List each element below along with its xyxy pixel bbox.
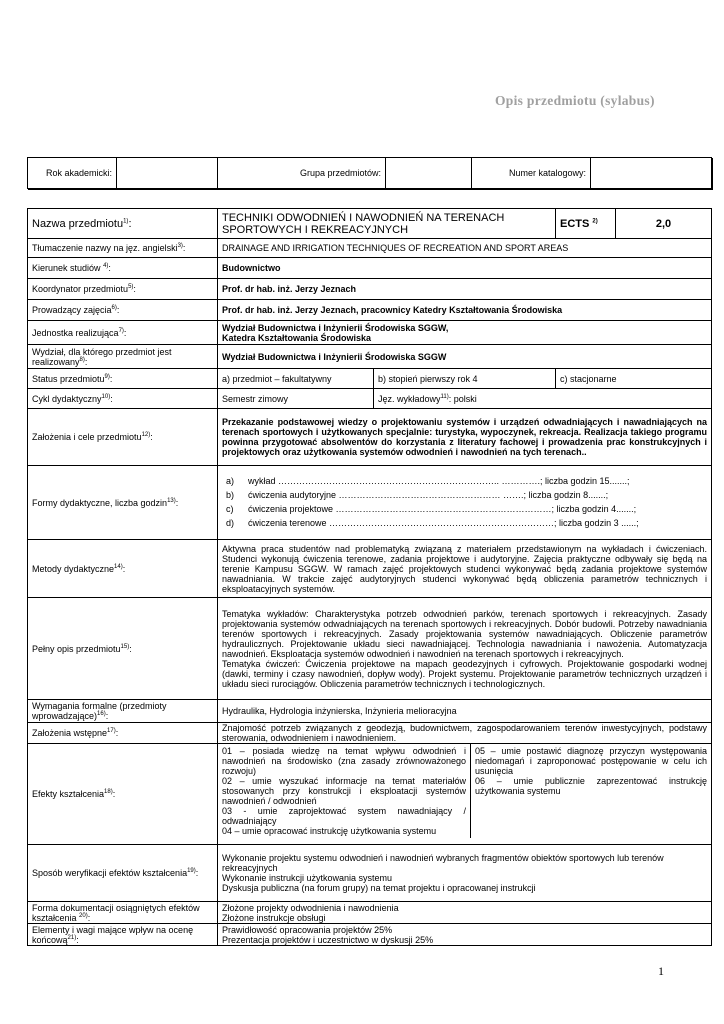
coordinator-label: Koordynator przedmiotu$^{5)}$: bbox=[28, 279, 218, 300]
prerequisites-label: Założenia wstępne$^{17)}$: bbox=[28, 723, 218, 744]
lecturer-value: Prof. dr hab. inż. Jerzy Jeznach, pracownicy Katedry Kształtowania Środowiska bbox=[218, 300, 712, 321]
forms-item-lecture: a) wykład ……………………………………………………………….. ………….; liczba godzin 15.......; bbox=[226, 476, 630, 486]
group-value[interactable] bbox=[386, 158, 472, 189]
forms-list bbox=[218, 466, 712, 540]
forms-item-auditory: b) ćwiczenia audytoryjne ……………………………………………… …….; liczba godzin 8.......; bbox=[226, 490, 609, 500]
faculty-label: Wydział, dla którego przedmiot jest realizowany$^{8)}$: bbox=[28, 345, 218, 369]
document-title: Opis przedmiotu (sylabus) bbox=[495, 93, 655, 108]
weights-label: Elementy i wagi mające wpływ na ocenę końcową$^{21)}$: bbox=[28, 924, 218, 946]
syllabus-table bbox=[27, 208, 712, 946]
translation-label: Tłumaczenie nazwy na jęz. angielski$^{3)}$: bbox=[28, 239, 218, 258]
goals-value: Przekazanie podstawowej wiedzy o projektowaniu systemów i urządzeń odwadniających i nawadniających na terenach sportowych i użytkowanych specjalnie: turystyka, wypoczynek, rekreacja. Realizacja takiego programu powinna przygotować absolwentów do korzystania z literatury fachowej i prowadzenia prac konstrukcyjnych i projektowych oraz użytkowania systemów odwodnień i nawodnień na tych terenach.. bbox=[218, 409, 712, 466]
requirements-label: Wymagania formalne (przedmioty wprowadzające)$^{16)}$: bbox=[28, 700, 218, 723]
ects-value: 2,0 bbox=[616, 209, 712, 239]
content-label: Pełny opis przedmiotu$^{15)}$: bbox=[28, 598, 218, 700]
status-a: a) przedmiot – fakultatywny bbox=[218, 369, 374, 389]
goals-label: Założenia i cele przedmiotu$^{12)}$: bbox=[28, 409, 218, 466]
methods-value: Aktywna praca studentów nad problematyką związaną z materiałem przedstawionym na wykładach i ćwiczeniach. Studenci wykonują ćwiczenia terenowe, zadania projektowe i audytoryjne. Zajęcia praktyczne odbywały się będą na terenie Kampusu SGGW. W ramach zajęć projektowych studenci wykonywać będą zadania projektowe systemów nawadniania. W trakcie zajęć audytoryjnych studenci wykonywać będą obliczenia parametrów technicznych i eksploatacyjnych systemów. bbox=[218, 540, 712, 598]
unit-label: Jednostka realizująca$^{7)}$: bbox=[28, 321, 218, 345]
outcomes-right: 05 – umie postawić diagnozę przyczyn występowania niedomagań i zaproponować postępowanie w celu ich usunięcia 06 – umie publicznie zaprezentować instrukcję użytkowania systemu bbox=[470, 744, 711, 838]
verification-label: Sposób weryfikacji efektów kształcenia$^{19)}$: bbox=[28, 845, 218, 902]
status-b: b) stopień pierwszy rok 4 bbox=[374, 369, 556, 389]
forms-label: Formy dydaktyczne, liczba godzin$^{13)}$: bbox=[28, 466, 218, 540]
ects-label: ECTS $^{2)}$ bbox=[556, 209, 616, 239]
methods-label: Metody dydaktyczne$^{14)}$: bbox=[28, 540, 218, 598]
course-name-value: TECHNIKI ODWODNIEŃ I NAWODNIEŃ NA TERENACH SPORTOWYCH I REKREACYJNYCH bbox=[218, 209, 556, 239]
unit-value: Wydział Budownictwa i Inżynierii Środowiska SGGW, Katedra Kształtowania Środowiska bbox=[218, 321, 712, 345]
coordinator-value: Prof. dr hab. inż. Jerzy Jeznach bbox=[218, 279, 712, 300]
weights-value: Prawidłowość opracowania projektów 25% Prezentacja projektów i uczestnictwo w dyskusji 25% bbox=[218, 924, 712, 946]
status-c: c) stacjonarne bbox=[556, 369, 712, 389]
catalog-number-label: Numer katalogowy: bbox=[472, 158, 591, 189]
content-value: Tematyka wykładów: Charakterystyka potrzeb odwodnień parków, terenach sportowych i rekreacyjnych. Zasady projektowania systemów odwadniających na terenach sportowych i rekreacyjnych. Dobór budowli. Potrzeby nawadniania terenów sportowych i rekreacyjnych. Zasady projektowania systemów nawadniających. Obliczenie parametrów hydraulicznych. Projektowanie układu sieci nawadniającej. Technologia nawadniania i nawożenia. Automatyzacja nawodnień. Eksploatacja systemów odwodnień i nawodnień na terenach sportowych i rekreacyjnych. Tematyka ćwiczeń: Ćwiczenia projektowe na mapach geodezyjnych i cyfrowych. Projektowanie gospodarki wodnej (dawki, terminy i czasy nawodnień, dopływ wody). Projekt systemu. Projektowanie parametrów technicznych urządzeń i układu sieci rurociągów. Obliczenia parametrów technicznych i technologicznych. bbox=[218, 598, 712, 700]
cycle-value: Semestr zimowy bbox=[218, 389, 374, 409]
page-number: 1 bbox=[658, 964, 664, 978]
field-of-study-value: Budownictwo bbox=[218, 258, 712, 279]
status-label: Status przedmiotu$^{9)}$: bbox=[28, 369, 218, 389]
verification-value: Wykonanie projektu systemu odwodnień i nawodnień wybranych fragmentów obiektów sportowych lub terenów rekreacyjnych Wykonanie instrukcji użytkowania systemu Dyskusja publiczna (na forum grupy) na temat projektu i opracowanej instrukcji bbox=[218, 845, 712, 902]
documentation-value: Złożone projekty odwodnienia i nawodnienia Złożone instrukcje obsługi bbox=[218, 902, 712, 924]
outcomes-cell bbox=[218, 744, 712, 845]
outcomes-label: Efekty kształcenia$^{18)}$: bbox=[28, 744, 218, 845]
outcomes-left: 01 – posiada wiedzę na temat wpływu odwodnień i nawodnień na środowisko (zna zasady zrównoważonego rozwoju) 02 – umie wyszukać informacje na temat materiałów stosowanych przy konstrukcji i eksploatacji systemów nawodnień / odwodnień 03 - umie zaprojektować system nawadniający / odwadniający 04 – umie opracować instrukcję użytkowania systemu bbox=[222, 746, 466, 836]
header-info-table bbox=[27, 157, 712, 189]
cycle-label: Cykl dydaktyczny$^{10)}$: bbox=[28, 389, 218, 409]
faculty-value: Wydział Budownictwa i Inżynierii Środowiska SGGW bbox=[218, 345, 712, 369]
lecturer-label: Prowadzący zajęcia$^{6)}$: bbox=[28, 300, 218, 321]
requirements-value: Hydraulika, Hydrologia inżynierska, Inżynieria melioracyjna bbox=[218, 700, 712, 723]
group-label: Grupa przedmiotów: bbox=[218, 158, 386, 189]
academic-year-value[interactable] bbox=[117, 158, 218, 189]
academic-year-label: Rok akademicki: bbox=[28, 158, 117, 189]
forms-item-field: d) ćwiczenia terenowe …………………………………………………………………; liczba godzin 3 ......; bbox=[226, 518, 639, 528]
forms-item-project: c) ćwiczenia projektowe ………………………………………………………………; liczba godzin 4.......; bbox=[226, 504, 637, 514]
catalog-number-value[interactable] bbox=[591, 158, 712, 189]
field-of-study-label: Kierunek studiów $^{4)}$: bbox=[28, 258, 218, 279]
prerequisites-value: Znajomość potrzeb związanych z geodezją, budownictwem, zagospodarowaniem terenów inwestycyjnych, podstawy sterowania, odwodnieniem i nawodnieniem. bbox=[218, 723, 712, 744]
course-name-label: Nazwa przedmiotu$^{1)}$: bbox=[28, 209, 218, 239]
documentation-label: Forma dokumentacji osiągniętych efektów kształcenia $^{20)}$: bbox=[28, 902, 218, 924]
language-value: Jęz. wykładowy$^{11)}$: polski bbox=[374, 389, 712, 409]
translation-value: DRAINAGE AND IRRIGATION TECHNIQUES OF RECREATION AND SPORT AREAS bbox=[218, 239, 712, 258]
